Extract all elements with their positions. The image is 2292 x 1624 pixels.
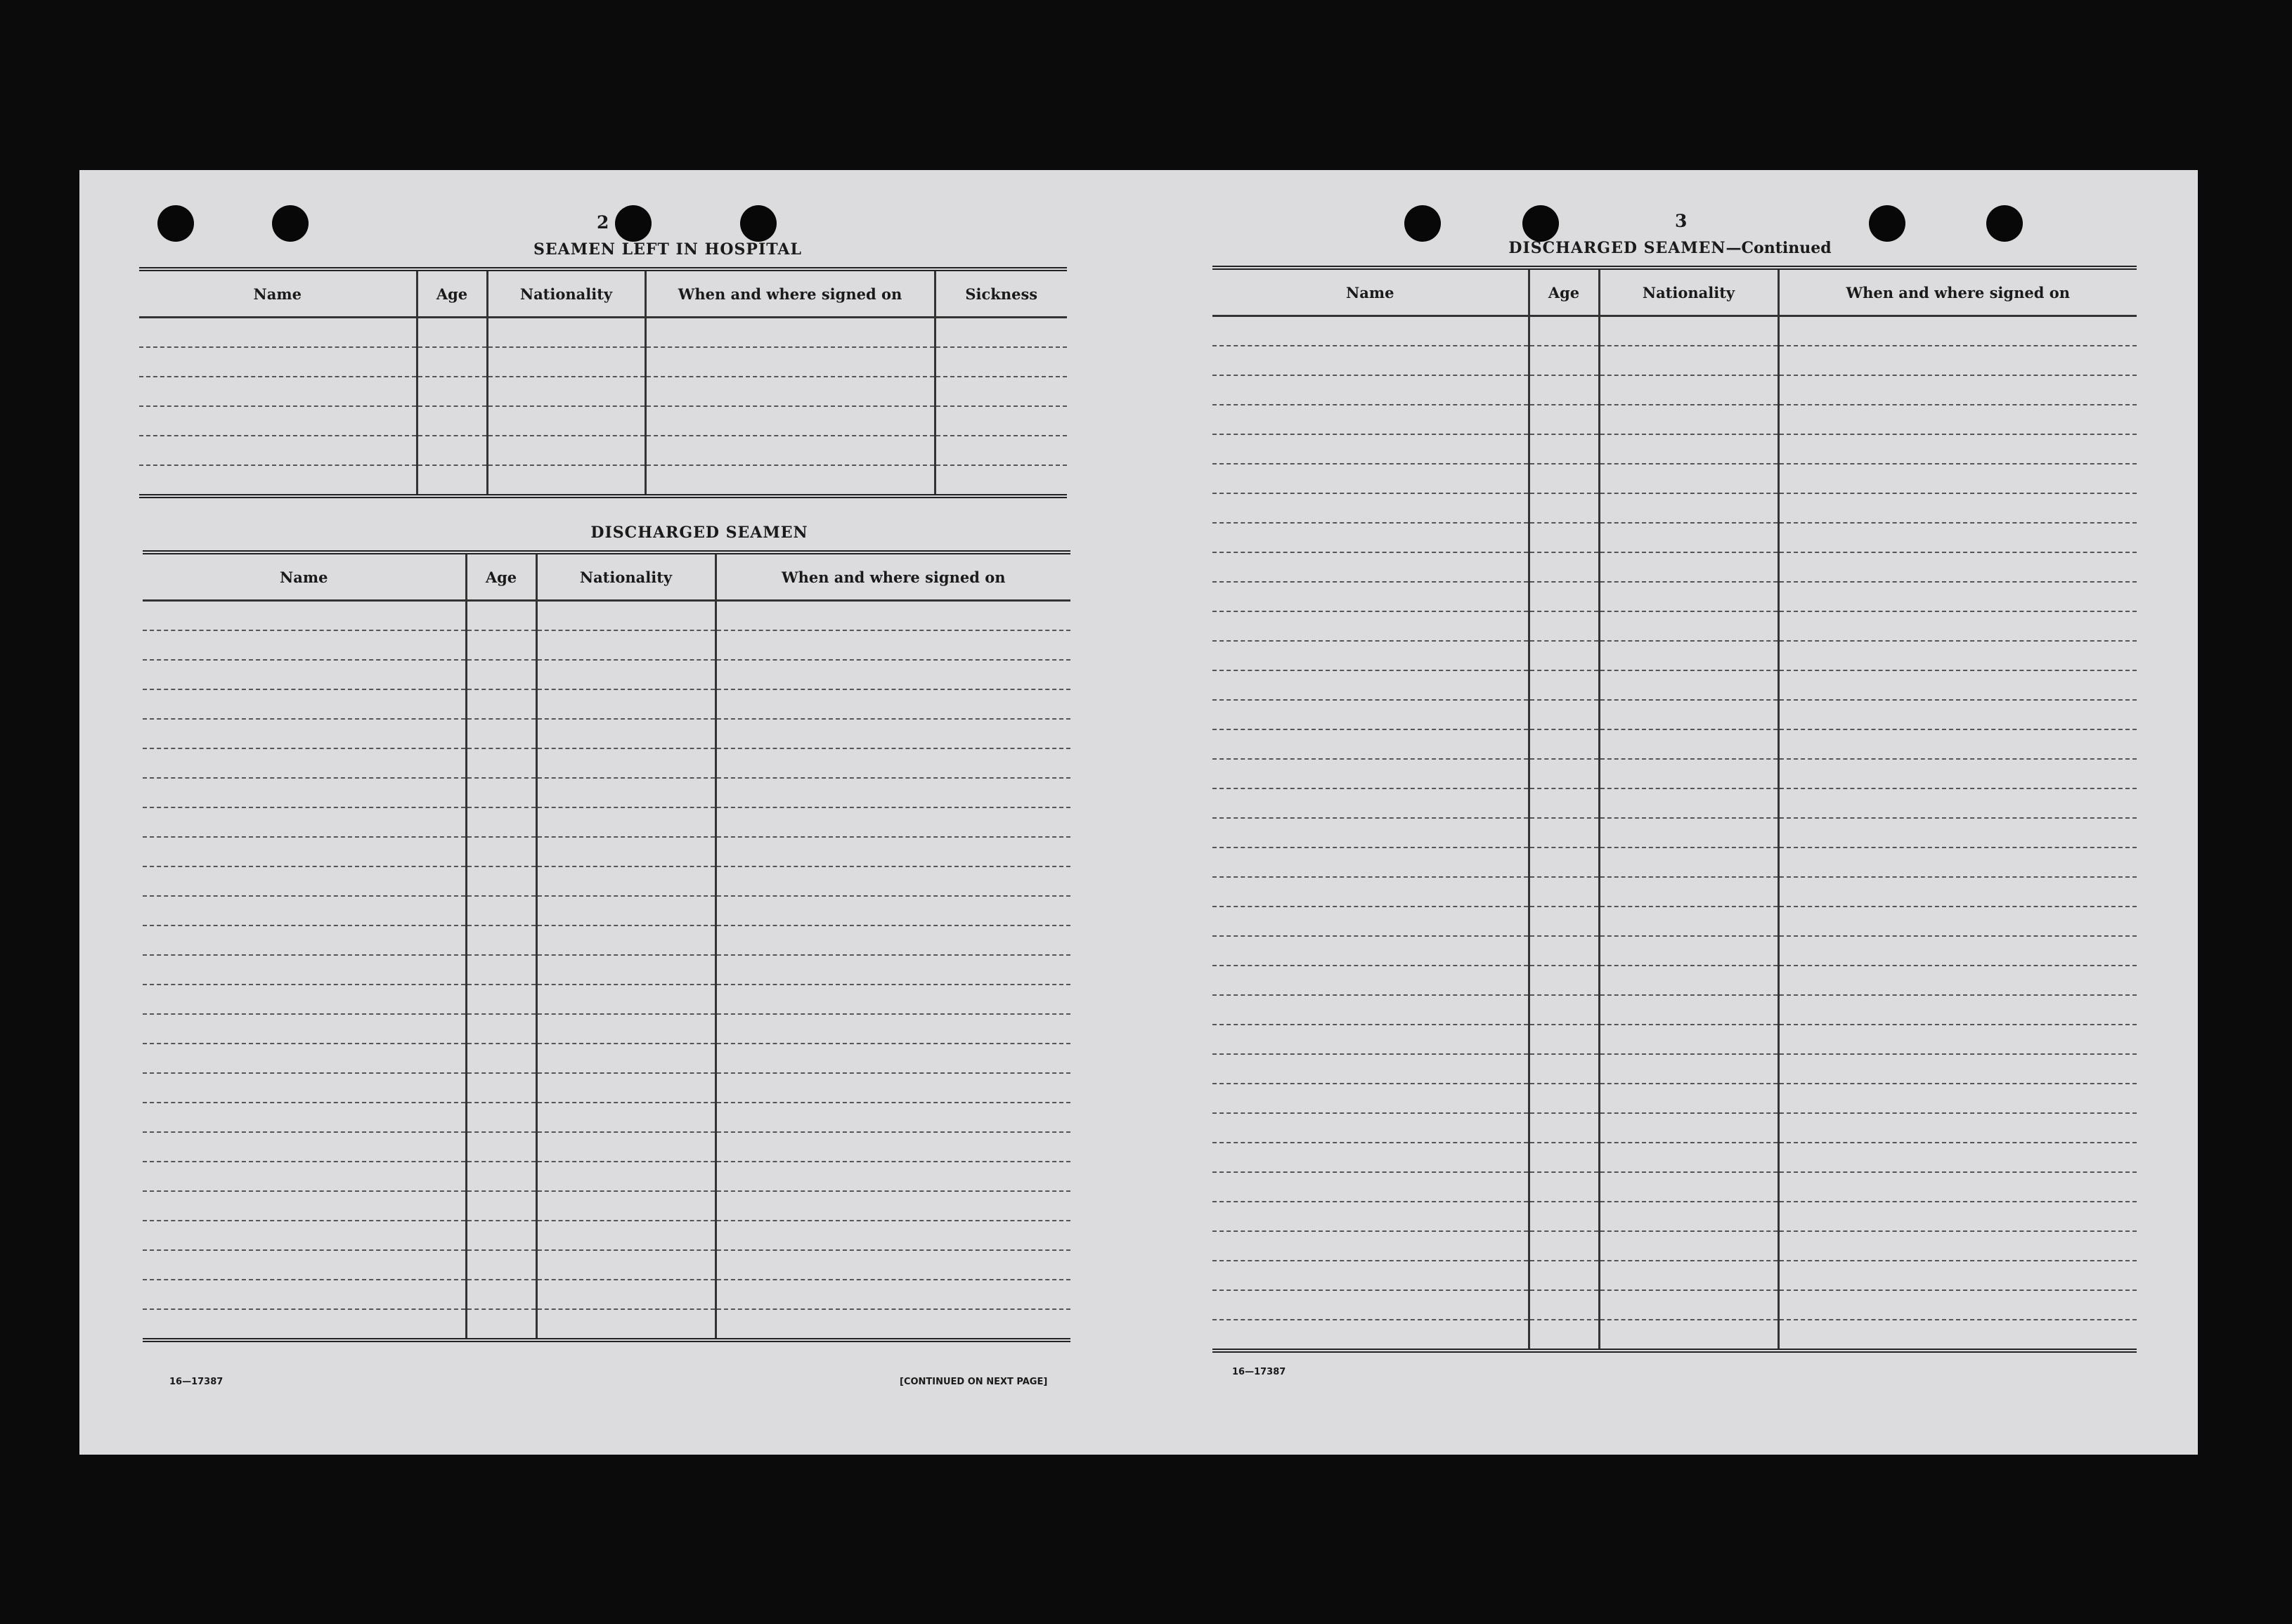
table-row[interactable] <box>1212 729 2137 759</box>
table-row[interactable] <box>143 778 1070 807</box>
table-row[interactable] <box>1212 1320 2137 1351</box>
column-header-age: Age <box>1529 268 1599 316</box>
column-header-age: Age <box>417 269 487 318</box>
table-row[interactable] <box>143 1162 1070 1191</box>
punch-hole <box>1869 205 1905 242</box>
punch-hole <box>740 205 777 242</box>
column-header-nationality: Nationality <box>1599 268 1778 316</box>
column-header-name: Name <box>1212 268 1529 316</box>
table-row[interactable] <box>143 985 1070 1014</box>
table-row[interactable] <box>143 896 1070 925</box>
punch-hole <box>157 205 194 242</box>
table-row[interactable] <box>1212 434 2137 464</box>
table-row[interactable] <box>1212 316 2137 346</box>
column-header-signed-on: When and where signed on <box>1778 268 2137 316</box>
table-row[interactable] <box>143 1309 1070 1340</box>
table-row[interactable] <box>1212 641 2137 670</box>
table-row[interactable] <box>139 347 1067 377</box>
table-row[interactable] <box>1212 1202 2137 1231</box>
table-row[interactable] <box>143 1044 1070 1073</box>
table-row[interactable] <box>1212 346 2137 375</box>
table-row[interactable] <box>1212 611 2137 641</box>
table-row[interactable] <box>143 1280 1070 1309</box>
table-row[interactable] <box>1212 493 2137 523</box>
table-row[interactable] <box>1212 1172 2137 1202</box>
discharged-section-title: DISCHARGED SEAMEN <box>590 524 808 542</box>
table-row[interactable] <box>1212 788 2137 818</box>
table-row[interactable] <box>1212 1231 2137 1261</box>
table-row[interactable] <box>139 465 1067 496</box>
table-row[interactable] <box>1212 552 2137 582</box>
table-row[interactable] <box>1212 1290 2137 1320</box>
table-row[interactable] <box>139 377 1067 406</box>
table-row[interactable] <box>143 1191 1070 1221</box>
continued-note: [CONTINUED ON NEXT PAGE] <box>900 1377 1048 1387</box>
punch-hole <box>615 205 652 242</box>
hospital-table <box>139 267 1067 498</box>
column-header-sickness: Sickness <box>935 269 1067 318</box>
table-row[interactable] <box>1212 1084 2137 1113</box>
section-title-main: DISCHARGED SEAMEN <box>1508 239 1726 257</box>
punch-hole <box>1986 205 2023 242</box>
table-row[interactable] <box>143 925 1070 955</box>
table-row[interactable] <box>143 837 1070 866</box>
form-sheet <box>79 170 2198 1455</box>
column-header-age: Age <box>466 552 536 601</box>
discharged-table-left <box>143 550 1070 1342</box>
table-row[interactable] <box>1212 1025 2137 1054</box>
punch-hole <box>1404 205 1441 242</box>
table-row[interactable] <box>1212 877 2137 907</box>
table-row[interactable] <box>1212 936 2137 966</box>
table-row[interactable] <box>1212 1113 2137 1143</box>
table-row[interactable] <box>1212 907 2137 936</box>
table-row[interactable] <box>1212 995 2137 1025</box>
table-row[interactable] <box>1212 582 2137 611</box>
table-row[interactable] <box>143 1073 1070 1103</box>
column-header-name: Name <box>143 552 466 601</box>
table-row[interactable] <box>1212 1143 2137 1172</box>
table-row[interactable] <box>1212 847 2137 877</box>
discharged-continued-title <box>1424 239 1916 257</box>
column-header-name: Name <box>139 269 417 318</box>
table-row[interactable] <box>1212 1054 2137 1084</box>
table-row[interactable] <box>139 406 1067 436</box>
section-title-suffix: —Continued <box>1726 239 1832 257</box>
punch-hole <box>272 205 309 242</box>
table-row[interactable] <box>143 748 1070 778</box>
table-row[interactable] <box>1212 759 2137 788</box>
column-header-nationality: Nationality <box>536 552 716 601</box>
table-row[interactable] <box>143 660 1070 689</box>
table-row[interactable] <box>1212 405 2137 434</box>
table-row[interactable] <box>1212 523 2137 552</box>
table-row[interactable] <box>1212 700 2137 729</box>
discharged-table-right <box>1212 266 2137 1353</box>
table-row[interactable] <box>143 1014 1070 1044</box>
page-number-left: 2 <box>597 212 609 233</box>
page-number-right: 3 <box>1675 211 1688 231</box>
table-row[interactable] <box>143 807 1070 837</box>
table-row[interactable] <box>143 1250 1070 1280</box>
table-row[interactable] <box>139 318 1067 348</box>
column-header-nationality: Nationality <box>487 269 645 318</box>
table-row[interactable] <box>143 1132 1070 1162</box>
table-row[interactable] <box>143 1103 1070 1132</box>
column-header-signed-on: When and where signed on <box>716 552 1070 601</box>
table-row[interactable] <box>143 630 1070 660</box>
table-row[interactable] <box>143 601 1070 631</box>
table-row[interactable] <box>143 955 1070 985</box>
table-row[interactable] <box>1212 375 2137 405</box>
hospital-section-title: SEAMEN LEFT IN HOSPITAL <box>533 240 802 259</box>
table-row[interactable] <box>1212 1261 2137 1290</box>
table-row[interactable] <box>1212 966 2137 995</box>
table-row[interactable] <box>1212 464 2137 493</box>
table-row[interactable] <box>143 719 1070 748</box>
punch-hole <box>1522 205 1559 242</box>
column-header-signed-on: When and where signed on <box>645 269 935 318</box>
form-number-left: 16—17387 <box>169 1377 224 1387</box>
table-row[interactable] <box>143 866 1070 896</box>
form-number-right: 16—17387 <box>1232 1367 1286 1377</box>
table-row[interactable] <box>139 436 1067 465</box>
table-row[interactable] <box>1212 818 2137 847</box>
table-row[interactable] <box>143 1221 1070 1250</box>
table-row[interactable] <box>1212 670 2137 700</box>
table-row[interactable] <box>143 689 1070 719</box>
